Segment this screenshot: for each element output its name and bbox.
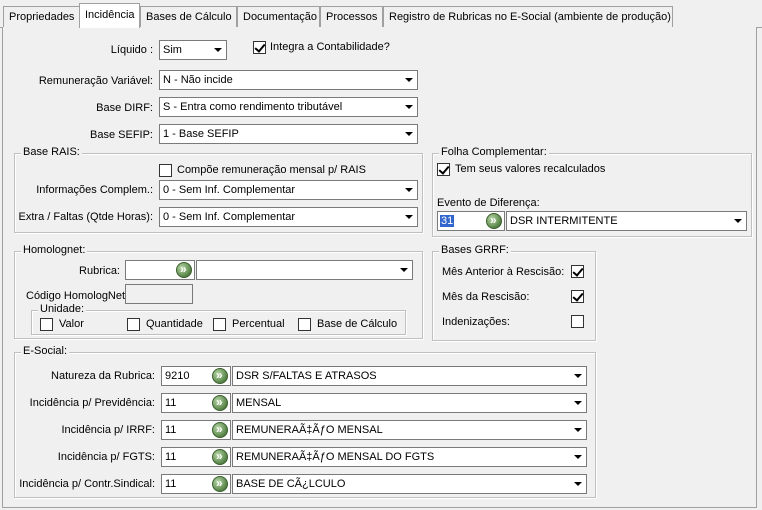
chevron-down-icon[interactable] <box>210 42 225 58</box>
info-complem-label: Informações Complem.: <box>36 184 153 196</box>
dirf-label: Base DIRF: <box>96 102 153 114</box>
natureza-rubrica-label: Natureza da Rubrica: <box>51 370 155 382</box>
chevron-down-icon[interactable] <box>401 126 416 142</box>
incidencia-fgts-code: 11 <box>165 451 177 463</box>
evento-value: DSR INTERMITENTE <box>510 215 618 227</box>
incidencia-fgts-select[interactable] <box>232 447 587 467</box>
lookup-icon[interactable] <box>212 395 228 411</box>
unidade-base-calculo-label: Base de Cálculo <box>317 318 398 330</box>
liquido-label: Líquido : <box>110 44 153 56</box>
homolognet-rubrica-select[interactable] <box>196 260 413 280</box>
remuneracao-select[interactable] <box>159 70 418 90</box>
indenizacoes-checkbox[interactable] <box>571 315 584 328</box>
mes-anterior-label: Mês Anterior à Rescisão: <box>442 266 565 278</box>
tab-propriedades[interactable]: Propriedades <box>3 6 80 27</box>
recalculados-label: Tem seus valores recalculados <box>455 163 606 175</box>
tab-bases-de-calculo[interactable]: Bases de Cálculo <box>140 6 237 27</box>
tab-incidencia[interactable]: Incidência <box>79 3 140 28</box>
codigo-homolognet-label: Código HomologNet <box>26 290 126 302</box>
base-rais-title: Base RAIS: <box>23 146 80 158</box>
chevron-down-icon[interactable] <box>401 209 416 225</box>
chevron-down-icon[interactable] <box>570 449 585 465</box>
lookup-icon[interactable] <box>212 476 228 492</box>
remuneracao-label: Remuneração Variável: <box>38 75 153 87</box>
incidencia-previdencia-value: MENSAL <box>236 397 282 409</box>
chevron-down-icon[interactable] <box>570 422 585 438</box>
lookup-icon[interactable] <box>486 213 502 229</box>
evento-select[interactable] <box>506 211 747 231</box>
unidade-percentual-label: Percentual <box>232 318 285 330</box>
liquido-value: Sim <box>163 44 182 56</box>
incidencia-contr-sindical-label: Incidência p/ Contr.Sindical: <box>19 478 155 490</box>
incidencia-previdencia-label: Incidência p/ Previdência: <box>29 397 155 409</box>
natureza-rubrica-code: 9210 <box>165 370 190 382</box>
esocial-title: E-Social: <box>23 345 68 357</box>
chevron-down-icon[interactable] <box>401 72 416 88</box>
incidencia-irrf-code: 11 <box>165 424 177 436</box>
chevron-down-icon[interactable] <box>570 476 585 492</box>
incidencia-irrf-select[interactable] <box>232 420 587 440</box>
mes-anterior-checkbox[interactable] <box>571 265 584 278</box>
chevron-down-icon[interactable] <box>730 213 745 229</box>
tab-bar <box>0 0 762 28</box>
homolognet-title: Homolognet: <box>23 244 86 256</box>
lookup-icon[interactable] <box>176 262 192 278</box>
incidencia-previdencia-select[interactable] <box>232 393 587 413</box>
unidade-valor-label: Valor <box>59 318 84 330</box>
incidencia-contr-sindical-value: BASE DE CÃ¿LCULO <box>236 478 346 490</box>
extra-faltas-value: 0 - Sem Inf. Complementar <box>163 211 296 223</box>
tab-registro-esocial[interactable]: Registro de Rubricas no E-Social (ambiente de produção) <box>383 6 673 27</box>
indenizacoes-label: Indenizações: <box>442 316 510 328</box>
natureza-rubrica-value: DSR S/FALTAS E ATRASOS <box>236 370 377 382</box>
recalculados-checkbox[interactable] <box>437 163 450 176</box>
incidencia-fgts-label: Incidência p/ FGTS: <box>57 451 155 463</box>
integra-contabilidade-label: Integra a Contabilidade? <box>270 41 390 53</box>
liquido-select[interactable] <box>159 40 227 60</box>
lookup-icon[interactable] <box>212 422 228 438</box>
natureza-rubrica-select[interactable] <box>232 366 587 386</box>
extra-faltas-select[interactable] <box>159 207 418 227</box>
compoe-rais-label: Compõe remuneração mensal p/ RAIS <box>177 164 366 176</box>
integra-contabilidade-checkbox[interactable] <box>253 41 266 54</box>
remuneracao-value: N - Não incide <box>163 74 233 86</box>
extra-faltas-label: Extra / Faltas (Qtde Horas): <box>18 211 153 223</box>
incidencia-previdencia-code: 11 <box>165 397 177 409</box>
incidencia-contr-sindical-code: 11 <box>165 478 177 490</box>
unidade-base-calculo-checkbox[interactable] <box>298 318 311 331</box>
tab-documentacao[interactable]: Documentação <box>237 6 320 27</box>
chevron-down-icon[interactable] <box>401 182 416 198</box>
mes-rescisao-checkbox[interactable] <box>571 290 584 303</box>
unidade-quantidade-checkbox[interactable] <box>127 318 140 331</box>
chevron-down-icon[interactable] <box>570 368 585 384</box>
bases-grrf-title: Bases GRRF: <box>441 244 509 256</box>
chevron-down-icon[interactable] <box>570 395 585 411</box>
homolognet-rubrica-label: Rubrica: <box>79 265 120 277</box>
unidade-valor-checkbox[interactable] <box>40 318 53 331</box>
lookup-icon[interactable] <box>212 368 228 384</box>
chevron-down-icon[interactable] <box>401 99 416 115</box>
incidencia-contr-sindical-select[interactable] <box>232 474 587 494</box>
sefip-value: 1 - Base SEFIP <box>163 128 239 140</box>
tab-processos[interactable]: Processos <box>320 6 383 27</box>
info-complem-select[interactable] <box>159 180 418 200</box>
lookup-icon[interactable] <box>212 449 228 465</box>
info-complem-value: 0 - Sem Inf. Complementar <box>163 184 296 196</box>
incidencia-fgts-value: REMUNERAÃ‡ÃƒO MENSAL DO FGTS <box>236 451 435 463</box>
unidade-percentual-checkbox[interactable] <box>213 318 226 331</box>
sefip-select[interactable] <box>159 124 418 144</box>
incidencia-irrf-label: Incidência p/ IRRF: <box>61 424 155 436</box>
dirf-select[interactable] <box>159 97 418 117</box>
sefip-label: Base SEFIP: <box>90 129 153 141</box>
folha-complementar-title: Folha Complementar: <box>441 146 547 158</box>
mes-rescisao-label: Mês da Rescisão: <box>442 291 530 303</box>
unidade-title: Unidade: <box>40 303 85 315</box>
evento-diferenca-label: Evento de Diferença: <box>437 197 540 209</box>
unidade-quantidade-label: Quantidade <box>146 318 203 330</box>
compoe-rais-checkbox[interactable] <box>159 164 172 177</box>
dirf-value: S - Entra como rendimento tributável <box>163 101 343 113</box>
chevron-down-icon[interactable] <box>396 262 411 278</box>
codigo-homolognet-input[interactable] <box>125 284 193 304</box>
evento-code-value: 31 <box>441 215 454 227</box>
incidencia-irrf-value: REMUNERAÃ‡ÃƒO MENSAL <box>236 424 383 436</box>
